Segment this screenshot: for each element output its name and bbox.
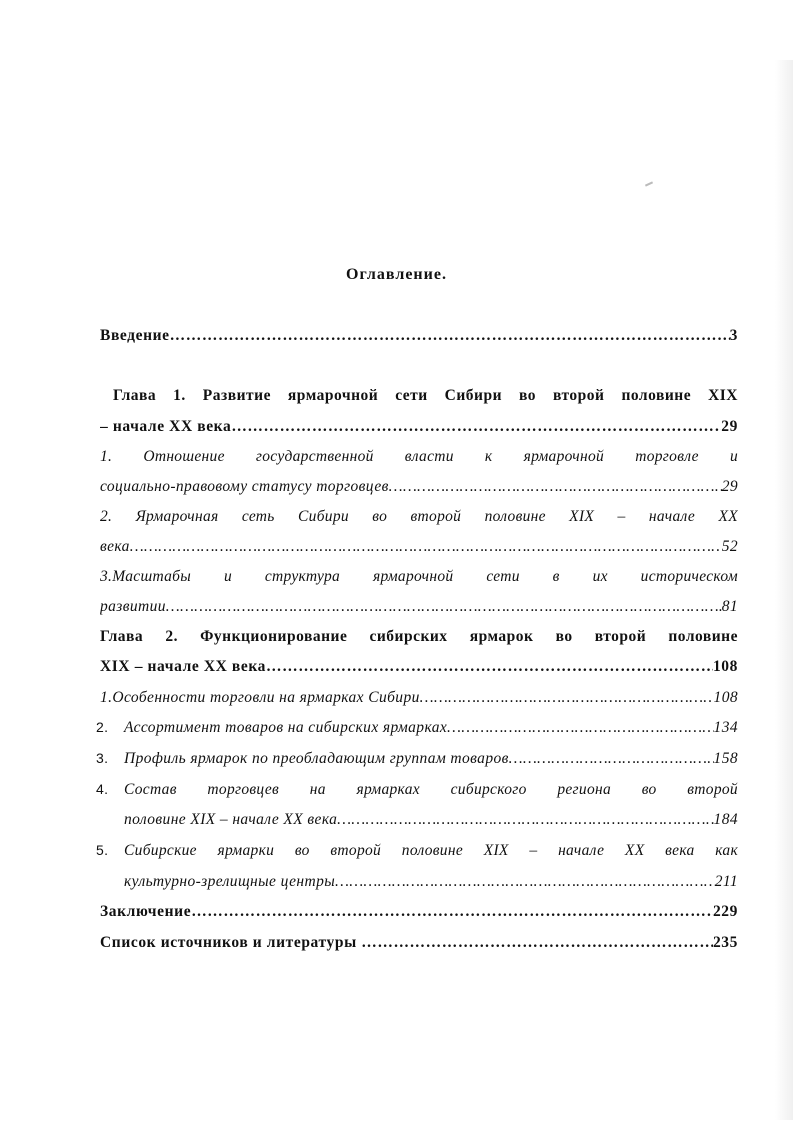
scan-edge-shadow (775, 60, 793, 1120)
chapter1-title: Глава 1. Развитие ярмарочной сети Сибири во второй половине XIX (113, 387, 738, 404)
toc-entry-intro (100, 327, 738, 349)
dot-leader (509, 750, 714, 768)
section-2-4-title-cont: половине XIX – начале XX века (124, 811, 338, 828)
conclusion-page: 229 (712, 903, 738, 920)
dot-leader (389, 478, 722, 496)
section-2-5-heading (96, 842, 738, 864)
toc-entry-section-2-3 (96, 750, 738, 772)
toc-entry-section-2-1 (100, 689, 738, 711)
section-2-1-title: 1.Особенности торговли на ярмарках Сибири (100, 689, 420, 706)
dot-leader (361, 934, 713, 952)
section-1-1-page: 29 (721, 478, 738, 495)
section-2-4-heading (96, 781, 738, 803)
chapter1-title-cont: – начале XX века (100, 418, 232, 435)
toc-entry-section-1-3 (100, 598, 738, 620)
section-2-5-number: 5. (96, 842, 109, 858)
intro-page: 3 (729, 327, 738, 344)
toc-entry-section-1-2 (100, 538, 738, 560)
section-1-3-page: 81 (721, 598, 738, 615)
chapter2-title: Глава 2. Функционирование сибирских ярмарок во второй половине (100, 628, 738, 645)
section-1-1-title-cont: социально-правовому статусу торговцев (100, 478, 389, 495)
toc-heading: Оглавление. (346, 266, 447, 283)
sources-label: Список источников и литературы (100, 934, 362, 951)
sources-page: 235 (712, 934, 738, 951)
section-2-2-page: 134 (713, 719, 738, 736)
dot-leader (166, 598, 722, 616)
dot-leader (231, 418, 721, 436)
section-1-2-page: 52 (721, 538, 738, 555)
toc-entry-sources (100, 934, 738, 956)
section-2-3-page: 158 (713, 750, 738, 767)
section-2-2-number: 2. (96, 719, 109, 735)
toc-entry-section-1-1 (100, 478, 738, 500)
dot-leader (130, 538, 722, 556)
section-1-2-title: 2. Ярмарочная сеть Сибири во второй половине XIX – начале XX (100, 508, 738, 525)
dot-leader (266, 658, 713, 676)
section-2-5-page: 211 (714, 873, 738, 890)
section-2-1-page: 108 (713, 689, 738, 706)
chapter1-page: 29 (721, 418, 738, 435)
dot-leader (335, 873, 715, 891)
section-2-3-title: Профиль ярмарок по преобладающим группам товаров (124, 750, 509, 767)
dot-leader (337, 811, 713, 829)
toc-entry-chapter1 (100, 418, 738, 440)
section-2-5-title: Сибирские ярмарки во второй половине XIX – начале XX века как (124, 842, 738, 859)
chapter2-page: 108 (712, 658, 738, 675)
intro-label: Введение (100, 327, 170, 344)
section-1-3-title: 3.Масштабы и структура ярмарочной сети в их историческом (100, 568, 738, 585)
dot-leader (191, 903, 713, 921)
scan-speck (645, 181, 653, 186)
section-2-4-title: Состав торговцев на ярмарках сибирского региона во второй (124, 781, 738, 798)
toc-entry-section-2-5 (124, 873, 738, 895)
section-2-3-number: 3. (96, 750, 109, 766)
section-1-2-title-cont: века (100, 538, 130, 555)
chapter2-title-cont: XIX – начале XX века (100, 658, 267, 675)
conclusion-label: Заключение (100, 903, 192, 920)
section-2-4-page: 184 (713, 811, 738, 828)
section-2-5-title-cont: культурно-зрелищные центры (124, 873, 336, 890)
dot-leader (170, 327, 730, 345)
toc-entry-chapter2 (100, 658, 738, 680)
toc-entry-conclusion (100, 903, 738, 925)
dot-leader (447, 719, 713, 737)
section-1-3-title-cont: развитии (100, 598, 166, 615)
dot-leader (420, 689, 714, 707)
toc-entry-section-2-2 (96, 719, 738, 741)
section-1-1-title: 1. Отношение государственной власти к ярмарочной торговле и (100, 448, 738, 465)
section-2-4-number: 4. (96, 781, 109, 797)
section-2-2-title: Ассортимент товаров на сибирских ярмарках (124, 719, 448, 736)
toc-entry-section-2-4 (124, 811, 738, 833)
